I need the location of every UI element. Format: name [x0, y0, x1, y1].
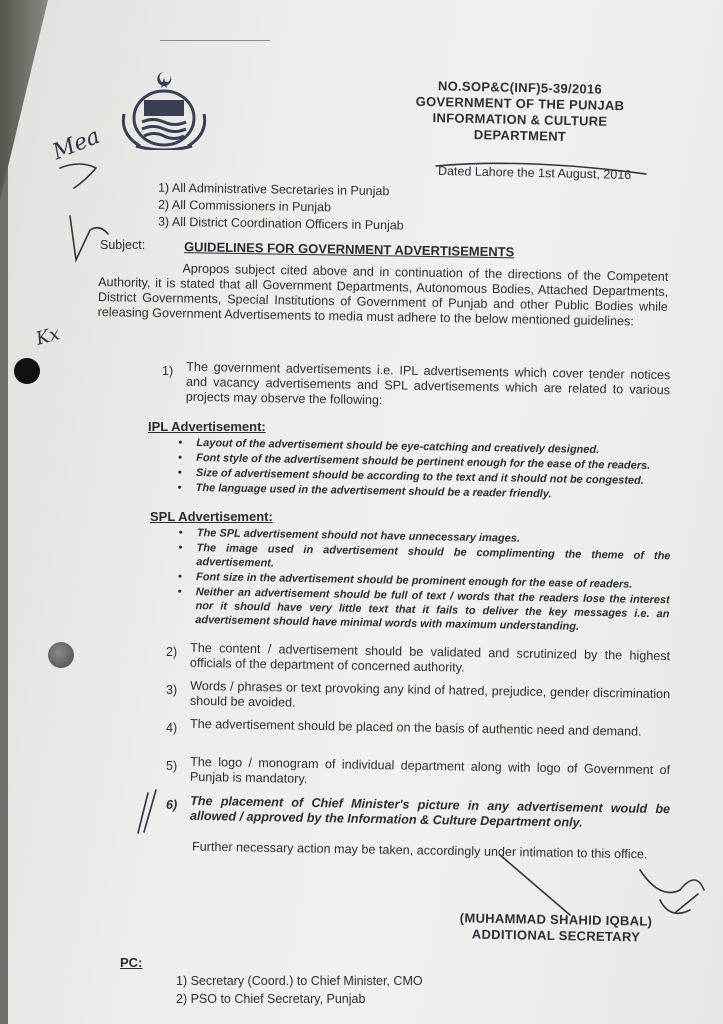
point-2-text: The content / advertisement should be validated and scrutinized by the highest officials of the department of concerned authority.: [189, 640, 671, 675]
point-5-text: The logo / monogram of individual department along with logo of Government of Punjab is mandatory.: [189, 754, 671, 786]
closing-paragraph: Further necessary action may be taken, accordingly under intimation to this office.: [191, 839, 648, 862]
recipient-2: 2) All Commissioners in Punjab: [157, 197, 332, 215]
point-4-text: The advertisement should be placed on the basis of authentic need and demand.: [189, 716, 642, 739]
point-4-number: 4): [166, 721, 178, 735]
pc-item-1: 1) Secretary (Coord.) to Chief Minister, CMO: [176, 974, 423, 988]
point-5-number: 5): [166, 759, 178, 773]
government-name: GOVERNMENT OF THE PUNJAB: [415, 93, 625, 114]
list-item: • The image used in advertisement should be complimenting the theme of the advertisement.: [172, 541, 670, 578]
point-6-text: The placement of Chief Minister's picture in any advertisement would be allowed / approved by the Information & Culture Department only.: [189, 793, 671, 830]
point-6-number: 6): [166, 798, 178, 812]
date-line: Dated Lahore the 1st August, 2016: [437, 163, 632, 182]
department-name-line1: INFORMATION & CULTURE: [432, 110, 608, 129]
point-2-number: 2): [166, 645, 178, 659]
handwritten-initials: Kx: [33, 323, 62, 350]
point-3-text: Words / phrases or text provoking any kind of hatred, prejudice, gender discrimination should be avoided.: [189, 678, 671, 710]
recipient-1: 1) All Administrative Secretaries in Punjab: [157, 180, 390, 199]
subject-label: Subject:: [100, 238, 146, 252]
list-item: • Size of advertisement should be according to the text and it should not be congested.: [172, 466, 672, 489]
reference-number: NO.SOP&C(INF)5-39/2016: [437, 78, 603, 97]
ipl-heading: IPL Advertisement:: [148, 419, 266, 434]
list-item: • The SPL advertisement should not have unnecessary images.: [173, 526, 671, 549]
spl-heading: SPL Advertisement:: [150, 509, 273, 524]
recipient-3: 3) All District Coordination Officers in Punjab: [157, 214, 404, 233]
list-item: • Layout of the advertisement should be eye-catching and creatively designed.: [172, 436, 672, 459]
point-3-number: 3): [166, 683, 178, 697]
list-item: • Font size in the advertisement should be prominent enough for the ease of readers.: [172, 570, 670, 593]
point-1-number: 1): [162, 364, 174, 378]
pc-item-2: 2) PSO to Chief Secretary, Punjab: [176, 992, 366, 1006]
list-item: • Neither an advertisement should be full of text / words that the readers lose the interest nor it should have very little text that it fails to deliver the key messages i.e. an advertisement should have minimal words with maximum understanding.: [171, 585, 670, 636]
point-1-text: The government advertisements i.e. IPL advertisements which cover tender notices and vacancy advertisements and SPL advertisements which are related to various projects may observe the following:: [185, 359, 671, 408]
handwritten-margin-note: Mea: [49, 123, 104, 166]
department-name-line2: DEPARTMENT: [473, 127, 567, 144]
signatory-name: (MUHAMMAD SHAHID IQBAL): [459, 910, 653, 929]
subject-title: GUIDELINES FOR GOVERNMENT ADVERTISEMENTS: [183, 239, 515, 260]
list-item: • The language used in the advertisement should be a reader friendly.: [172, 481, 672, 504]
signatory-title: ADDITIONAL SECRETARY: [471, 926, 641, 945]
intro-paragraph: Apropos subject cited above and in continuation of the directions of the Competent Authority, it is stated that all Government Departments, Autonomous Bodies, Attached Departments, District Governments, Special Institutions of Government of Punjab and other Public Bodies while releasing Government Advertisements to media must adhere to the below mentioned guidelines:: [97, 261, 669, 329]
pc-label: PC:: [120, 955, 143, 970]
list-item: • Font style of the advertisement should be pertinent enough for the ease of the readers.: [172, 451, 672, 474]
